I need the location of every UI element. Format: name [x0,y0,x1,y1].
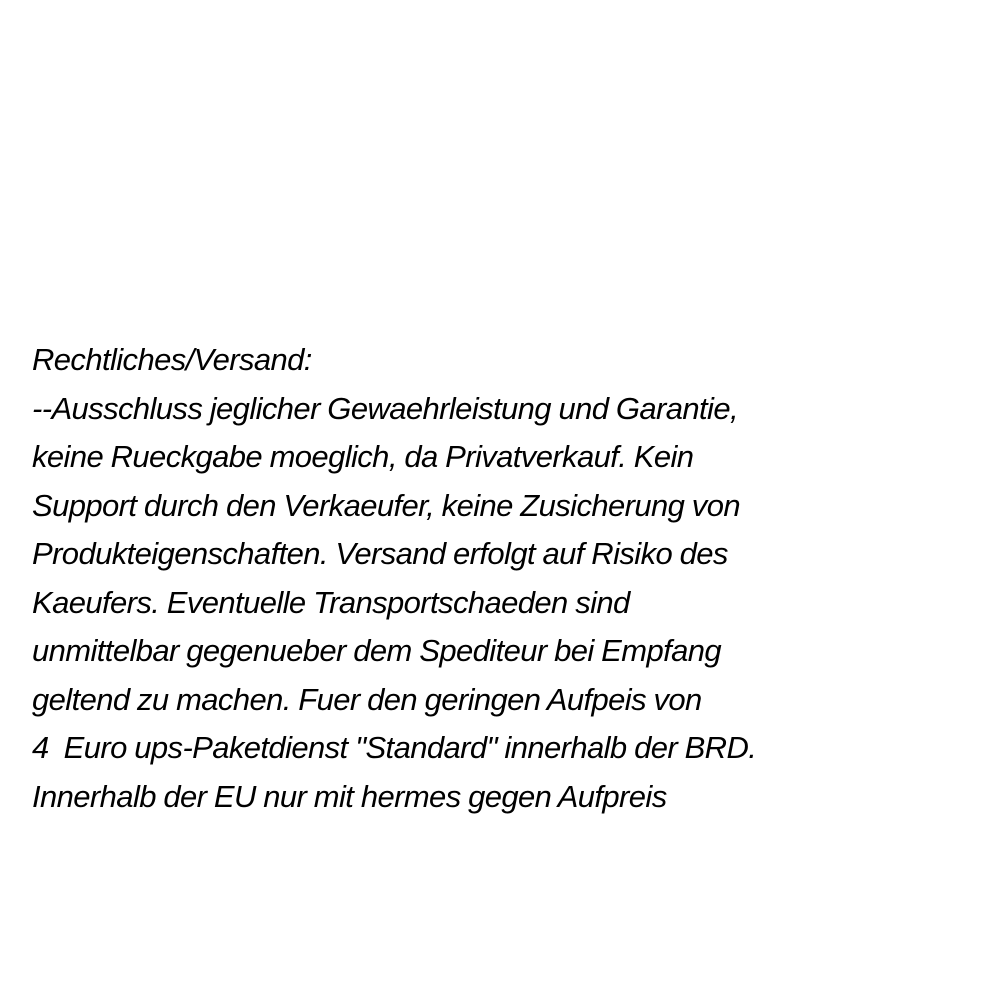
section-heading: Rechtliches/Versand: [32,342,312,377]
legal-shipping-text [32,336,982,821]
text-line-4: Produkteigenschaften. Versand erfolgt auf Risiko des [32,536,728,571]
text-line-5: Kaeufers. Eventuelle Transportschaeden sind [32,584,630,620]
text-line-7: geltend zu machen. Fuer den geringen Aufpeis von [32,681,702,717]
text-line-3: Support durch den Verkaeufer, keine Zusicherung von [32,487,740,523]
text-line-8: 4 Euro ups-Paketdienst "Standard" innerhalb der BRD. [32,730,757,765]
text-line-2: keine Rueckgabe moeglich, da Privatverkauf. Kein [32,439,694,474]
text-line-9: Innerhalb der EU nur mit hermes gegen Aufpreis [32,778,667,814]
text-line-6: unmittelbar gegenueber dem Spediteur bei Empfang [32,633,722,668]
text-line-1: --Ausschluss jeglicher Gewaehrleistung und Garantie, [32,390,739,426]
